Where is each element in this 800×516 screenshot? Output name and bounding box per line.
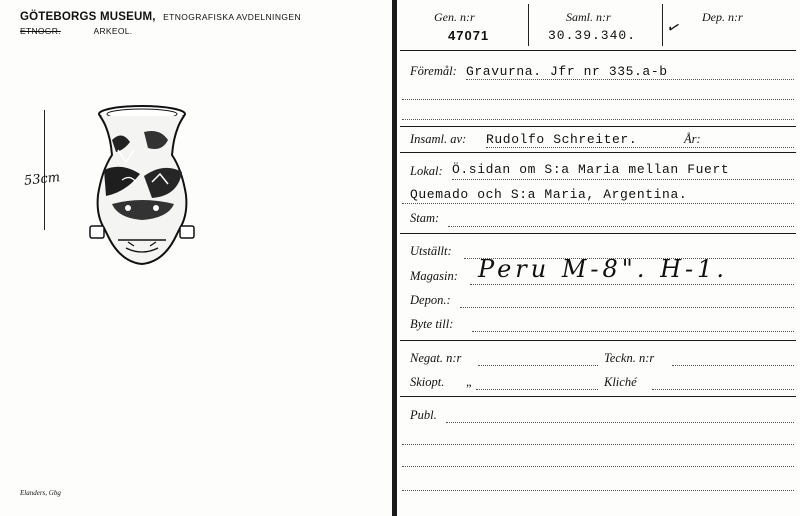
check-mark: ✓ [664, 18, 683, 39]
magasin-label: Magasin: [410, 269, 458, 283]
lokal-value-1: Ö.sidan om S:a Maria mellan Fuert [452, 162, 730, 177]
lokal-label: Lokal: [410, 164, 443, 178]
card-divider [392, 0, 397, 516]
printer-credit: Elanders, Gbg [20, 489, 61, 497]
vessel-drawing [82, 100, 202, 270]
negat-label: Negat. n:r [410, 351, 462, 365]
foremal-value: Gravurna. Jfr nr 335.a-b [466, 64, 668, 79]
lokal-line [452, 179, 794, 180]
gen-number-label: Gen. n:r [434, 10, 475, 24]
department-name: ETNOGRAFISKA AVDELNINGEN [163, 12, 301, 22]
depon-line [460, 307, 794, 308]
stam-line [448, 226, 794, 227]
ar-label: År: [684, 132, 701, 146]
negat-line [478, 365, 598, 366]
dep-number-label: Dep. n:r [702, 10, 743, 24]
publ-label: Publ. [410, 408, 437, 422]
foremal-line-2 [402, 99, 794, 100]
rule-foremal [400, 126, 796, 127]
foremal-line [466, 79, 794, 80]
depon-label: Depon.: [410, 293, 451, 307]
foremal-line-3 [402, 119, 794, 120]
utstallt-label: Utställt: [410, 244, 452, 258]
magasin-line [470, 284, 794, 285]
foremal-label: Föremål: [410, 64, 457, 78]
insaml-line [486, 147, 794, 148]
museum-name: GÖTEBORGS MUSEUM, [20, 11, 156, 23]
skiopt-label: Skiopt. [410, 375, 445, 389]
insaml-label: Insaml. av: [410, 132, 467, 146]
publ-line-1 [446, 422, 794, 423]
publ-line-4 [402, 490, 794, 491]
publ-line-3 [402, 466, 794, 467]
byte-label: Byte till: [410, 317, 454, 331]
magasin-value: Peru M-8". H-1. [478, 255, 729, 283]
sub-department-struck: ETNOGR. [20, 26, 61, 36]
kliche-line [652, 389, 794, 390]
stam-label: Stam: [410, 211, 440, 225]
scale-line [44, 110, 45, 230]
rule-lokal [400, 233, 796, 234]
scale-note: 53cm [23, 170, 61, 189]
kliche-label: Kliché [604, 375, 637, 389]
header-separator-2 [662, 4, 663, 46]
rule-insaml [400, 152, 796, 153]
publ-line-2 [402, 444, 794, 445]
skiopt-ditto: „ [466, 375, 473, 389]
rule-header [400, 50, 796, 51]
lokal-value-2: Quemado och S:a Maria, Argentina. [410, 187, 688, 202]
teckn-label: Teckn. n:r [604, 351, 655, 365]
skiopt-line [476, 389, 598, 390]
saml-number-value: 30.39.340. [548, 28, 637, 43]
sub-department [20, 26, 132, 36]
rule-negat [400, 396, 796, 397]
rule-storage [400, 340, 796, 341]
museum-heading [20, 11, 301, 23]
teckn-line [672, 365, 794, 366]
lokal-line-2 [402, 203, 794, 204]
gen-number-value: 47071 [448, 28, 490, 43]
byte-line [472, 331, 794, 332]
insaml-value: Rudolfo Schreiter. [486, 132, 638, 147]
saml-number-label: Saml. n:r [566, 10, 611, 24]
header-separator-1 [528, 4, 529, 46]
sub-department-arkeol: ARKEOL. [93, 26, 133, 36]
